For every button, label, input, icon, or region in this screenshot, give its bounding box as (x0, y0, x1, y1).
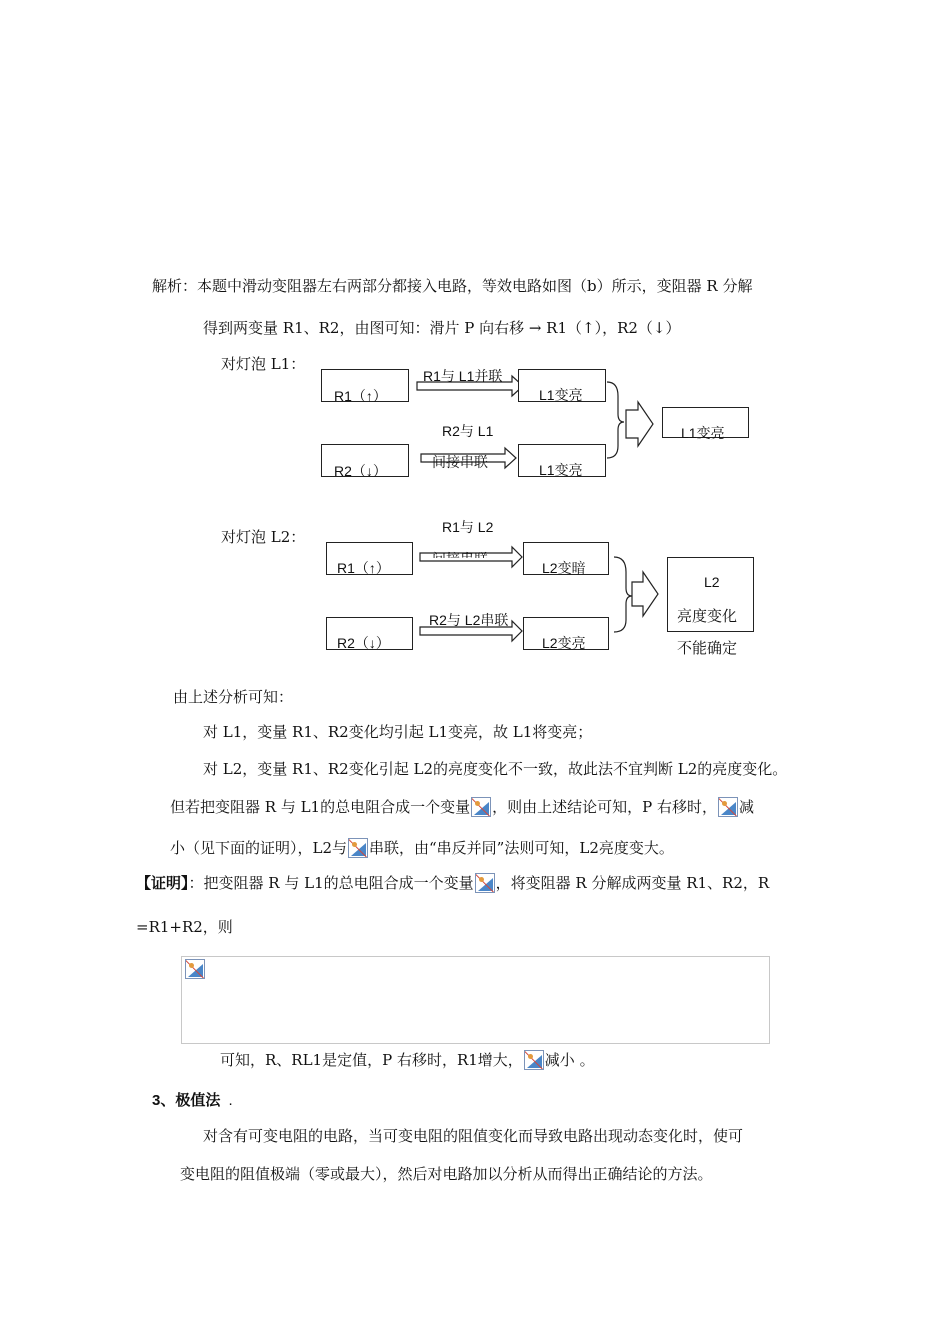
l2-out-top-box (523, 542, 609, 575)
l2-out-bottom-label: L2变亮 (542, 635, 586, 651)
l1-arrow-bottom-label-2: 间接串联 (432, 454, 488, 470)
conclusion-merge-c: 减 (738, 798, 754, 816)
l2-r1-label: R1（↑） (337, 560, 390, 576)
brace-l1 (607, 382, 624, 458)
section3-para-line1: 对含有可变电阻的电路，当可变电阻的阻值变化而导致电路出现动态变化时，使可 (203, 1127, 744, 1145)
section3-dot: . (228, 1092, 233, 1109)
section3-heading (152, 1091, 233, 1111)
l1-out-top-label: L1变亮 (539, 387, 583, 403)
l2-out-bottom-box (523, 617, 609, 650)
proof-text-b: ，将变阻器 R 分解成两变量 R1、R2，R (495, 874, 770, 892)
l2-heading: 对灯泡 L2： (221, 528, 306, 546)
conclusion-merge-a: 但若把变阻器 R 与 L1的总电阻合成一个变量 (170, 798, 471, 816)
l1-out-bottom-box (518, 444, 606, 477)
equation-image-icon (185, 959, 205, 979)
equation-frame (181, 956, 770, 1044)
conclusion-intro: 由上述分析可知： (173, 688, 294, 706)
section3-para-line2: 变电阻的阻值极端（零或最大），然后对电路加以分析从而得出正确结论的方法。 (180, 1165, 713, 1183)
equation-image-icon (475, 873, 495, 893)
l2-result-line1: L2 (704, 574, 720, 590)
l2-arrow-top-label-1: R1与 L2 (442, 519, 494, 535)
big-arrow-l2 (632, 572, 658, 616)
section3-title: 3、极值法 (152, 1092, 221, 1109)
l2-result-box (667, 557, 754, 632)
conclusion-l2: 对 L2，变量 R1、R2变化引起 L2的亮度变化不一致，故此法不宜判断 L2的亮度变化。 (203, 760, 788, 778)
l1-r2-box (321, 444, 409, 477)
analysis-line1: ：本题中滑动变阻器左右两部分都接入电路，等效电路如图（b）所示，变阻器 R 分解 (182, 277, 753, 295)
equation-image-icon (471, 797, 491, 817)
proof-after-a: 可知，R、RL1是定值，P 右移时，R1增大， (220, 1051, 523, 1069)
proof-line1 (136, 873, 769, 893)
proof-line2: =R1+R2，则 (136, 918, 233, 936)
l2-r2-box (326, 617, 413, 650)
l2-r1-box (326, 542, 413, 575)
proof-label: 【证明】 (136, 874, 189, 892)
conclusion-merge2-line (170, 838, 674, 858)
analysis-line2: 得到两变量 R1、R2，由图可知：滑片 P 向右移 → R1（↑），R2（↓） (203, 319, 681, 337)
l1-arrow-bottom-label-1: R2与 L1 (442, 423, 494, 439)
l2-out-top-label: L2变暗 (542, 560, 586, 576)
conclusion-merge2-b: 串联，由“串反并同”法则可知，L2亮度变大。 (369, 839, 674, 857)
proof-after-line (220, 1050, 595, 1070)
l1-r2-label: R2（↓） (334, 463, 387, 479)
l1-out-bottom-label: L1变亮 (539, 462, 583, 478)
conclusion-l1: 对 L1，变量 R1、R2变化均引起 L1变亮，故 L1将变亮； (203, 723, 593, 741)
l1-result-label: L1变亮 (681, 425, 725, 441)
l2-r2-label: R2（↓） (337, 635, 390, 651)
brace-l2 (614, 557, 632, 632)
conclusion-merge-line (170, 797, 754, 817)
l1-out-top-box (518, 369, 606, 402)
conclusion-merge2-a: 小（见下面的证明），L2与 (170, 839, 348, 857)
l1-r1-label: R1（↑） (334, 388, 387, 404)
l1-result-box (662, 407, 749, 441)
equation-image-icon (524, 1050, 544, 1070)
l1-r1-box (321, 369, 409, 402)
big-arrow-l1 (626, 402, 653, 446)
l2-result-line3: 不能确定 (677, 640, 738, 657)
l2-arrow-bottom-label: R2与 L2串联 (429, 612, 509, 628)
analysis-label: 解析 (152, 277, 183, 295)
proof-after-b: 减小 。 (544, 1051, 595, 1069)
proof-text-a: ：把变阻器 R 与 L1的总电阻合成一个变量 (188, 874, 474, 892)
l1-arrow-top-label: R1与 L1并联 (423, 368, 503, 384)
equation-image-icon (348, 838, 368, 858)
conclusion-merge-b: ，则由上述结论可知，P 右移时， (492, 798, 717, 816)
l1-heading: 对灯泡 L1： (221, 355, 306, 373)
l2-result-line2: 亮度变化 (677, 608, 738, 625)
equation-image-icon (718, 797, 738, 817)
